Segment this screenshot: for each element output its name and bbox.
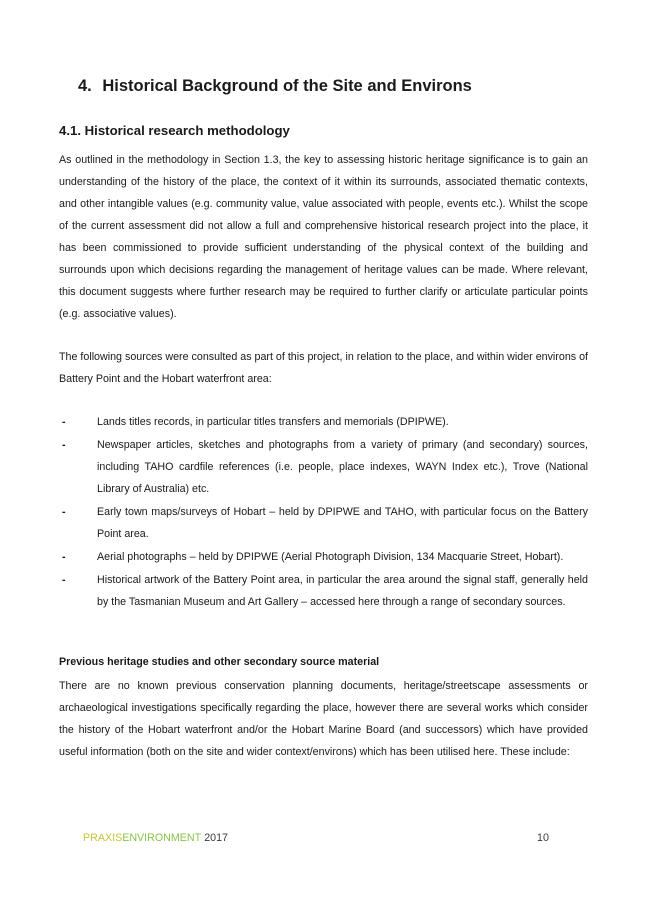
- list-item-text: Lands titles records, in particular titles transfers and memorials (DPIPWE).: [97, 416, 449, 428]
- list-bullet: -: [62, 416, 66, 428]
- list-bullet: -: [62, 574, 66, 586]
- sources-intro-paragraph: The following sources were consulted as part of this project, in relation to the place, and within wider environs of Battery Point and the Hobart waterfront area:: [59, 351, 588, 385]
- list-item: [59, 501, 588, 545]
- section-number: 4.: [78, 77, 92, 95]
- brand-praxis: PRAXIS: [83, 832, 123, 844]
- list-item-text: Aerial photographs – held by DPIPWE (Aerial Photograph Division, 134 Macquarie Street, Hobart).: [97, 551, 564, 563]
- section-title: Historical Background of the Site and Environs: [102, 77, 472, 95]
- list-bullet: -: [62, 506, 66, 518]
- sources-list: [59, 411, 588, 614]
- methodology-paragraph: As outlined in the methodology in Section 1.3, the key to assessing historic heritage significance is to gain an understanding of the history of the place, the context of it within its surrounds, associated thematic contexts, and other intangible values (e.g. community value, value associated with people, events etc.). Whilst the scope of the current assessment did not allow a full and comprehensive historical research project into the place, it has been commissioned to provide sufficient understanding of the physical context of the building and surrounds upon which decisions regarding the management of heritage values can be made. Where relevant, this document suggests where further research may be required to further clarify or articulate particular points (e.g. associative values).: [59, 154, 588, 320]
- subsection-heading: 4.1. Historical research methodology: [59, 123, 290, 138]
- page-number: 10: [537, 832, 549, 844]
- list-item-text: Historical artwork of the Battery Point area, in particular the area around the signal staff, generally held by the Tasmanian Museum and Art Gallery – accessed here through a range of secondary sources.: [97, 574, 588, 608]
- brand-environment: ENVIRONMENT: [122, 832, 202, 844]
- list-item: [59, 434, 588, 500]
- section-heading: [78, 77, 472, 96]
- list-bullet: -: [62, 439, 66, 451]
- previous-studies-heading: Previous heritage studies and other secondary source material: [59, 656, 380, 668]
- footer-year: 2017: [204, 832, 228, 844]
- list-item: [59, 569, 588, 613]
- previous-studies-paragraph: There are no known previous conservation planning documents, heritage/streetscape assessments or archaeological investigations specifically regarding the place, however there are several works which consider the history of the Hobart waterfront and/or the Hobart Marine Board (and successors) which have provided useful information (both on the site and wider context/environs) which has been utilised here. These include:: [59, 680, 588, 758]
- list-item: [59, 411, 588, 433]
- list-item-text: Early town maps/surveys of Hobart – held by DPIPWE and TAHO, with particular focus on the Battery Point area.: [97, 506, 588, 540]
- footer-brand: [83, 832, 228, 844]
- list-item: [59, 546, 588, 568]
- list-item-text: Newspaper articles, sketches and photographs from a variety of primary (and secondary) sources, including TAHO cardfile references (i.e. people, place indexes, WAYN Index etc.), Trove (National Library of Australia) etc.: [97, 439, 588, 495]
- list-bullet: -: [62, 551, 66, 563]
